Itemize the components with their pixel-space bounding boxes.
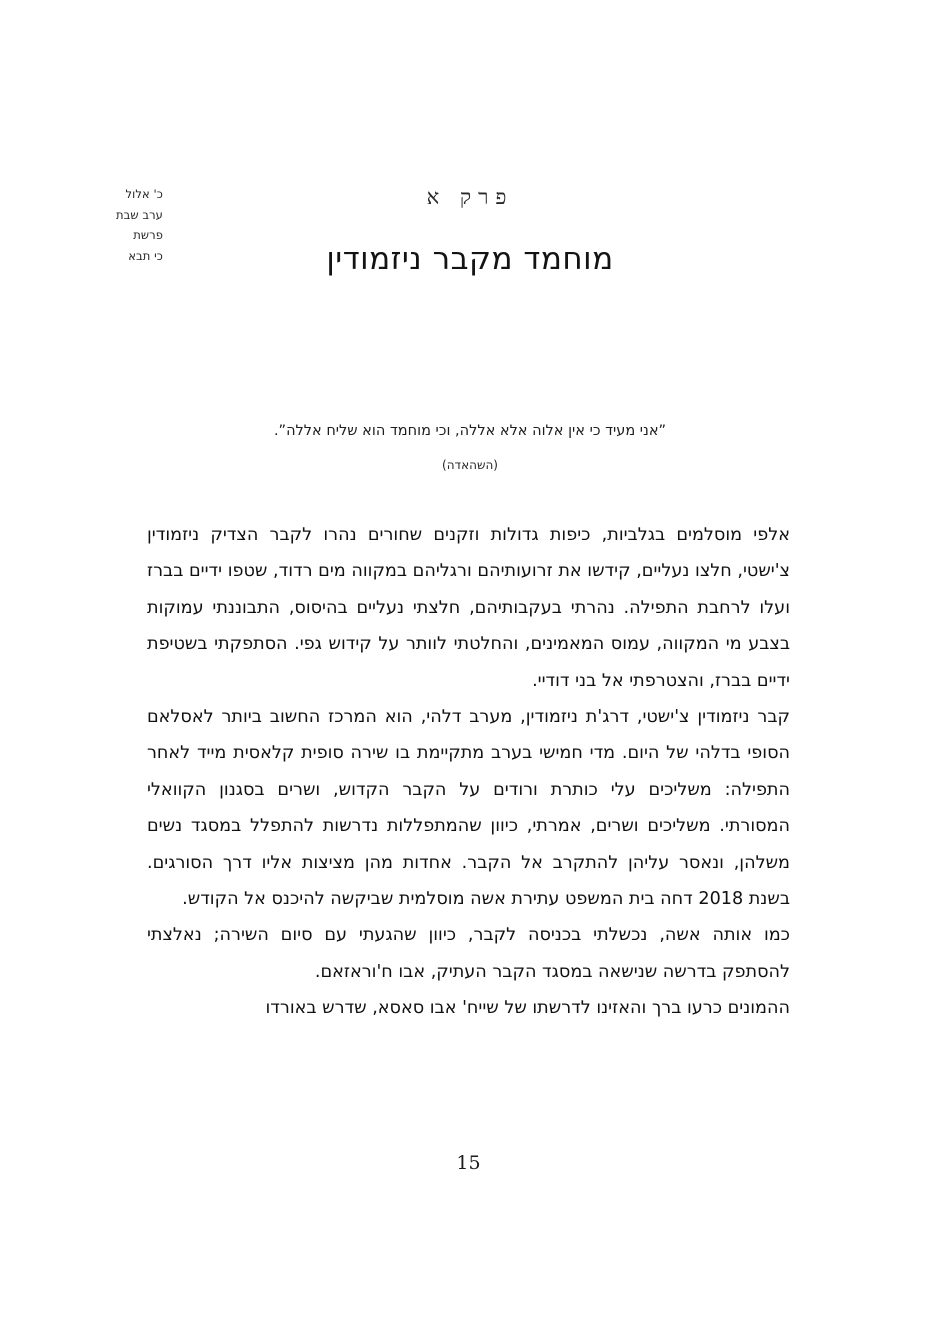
- body-paragraph: ההמונים כרעו ברך והאזינו לדרשתו של שייח' אבו סאסא, שדרש באורדו: [265, 998, 790, 1019]
- page-title: מוחמד מקבר ניזמודין: [326, 241, 614, 277]
- margin-note-line-1: כ' אלול: [125, 187, 163, 201]
- epigraph: [150, 419, 790, 474]
- page-number: 15: [456, 1152, 481, 1174]
- body-paragraph: אלפי מוסלמים בגלביות, כיפות גדולות וזקנים שחורים נהרו לקבר הצדיק ניזמודין צ'ישטי, חלצו נעליים, קידשו את זרועותיהם ורגליהם במקווה מים רדוד, שטפו ידיים בברז ועלו לרחבת התפילה. נהרתי בעקבותיהם, חלצתי נעליים בהיסוס, התבוננתי עמוקות בצבע מי המקווה, עמוס המאמינים, והחלטתי לוותר על קידוש גפי. הסתפקתי בשטיפת ידיים בברז, והצטרפתי אל בני דודיי.: [147, 525, 790, 691]
- body-paragraph: קבר ניזמודין צ'ישטי, דרג'ת ניזמודין, מערב דלהי, הוא המרכז החשוב ביותר לאסלאם הסופי בדלהי של היום. מדי חמישי בערב מתקיימת בו שירה סופית קלאסית מייד לאחר התפילה: משליכים עלי כותרת ורודים על הקבר הקדוש, ושרים בסגנון הקוואלי המסורתי. משליכים ושרים, אמרתי, כיוון שהמתפללות נדרשות להתפלל במסגד נשים משלהן, ונאסר עליהן להתקרב אל הקבר. אחדות מהן מציצות אליו דרך הסורגים. בשנת 2018 דחה בית המשפט עתירת אשה מוסלמית שביקשה להיכנס אל הקודש.: [147, 707, 790, 910]
- margin-note-line-4: כי תבא: [128, 248, 163, 263]
- margin-note-line-3: פרשת: [133, 228, 163, 242]
- chapter-header: [150, 182, 790, 279]
- body-text: [147, 517, 790, 1027]
- epigraph-source: (השהאדה): [442, 458, 498, 472]
- body-paragraph: כמו אותה אשה, נכשלתי בכניסה לקבר, כיוון שהגעתי עם סיום השירה; נאלצתי להסתפק בדרשה שנישאה במסגד הקבר העתיק, אבו ח'וראזאם.: [147, 925, 790, 982]
- margin-note-line-2: ערב שבת: [115, 207, 163, 222]
- epigraph-quote: ”אני מעיד כי אין אלוה אלא אללה, וכי מוחמד הוא שליח אללה”.: [273, 423, 667, 439]
- chapter-label: פרק א: [426, 185, 514, 209]
